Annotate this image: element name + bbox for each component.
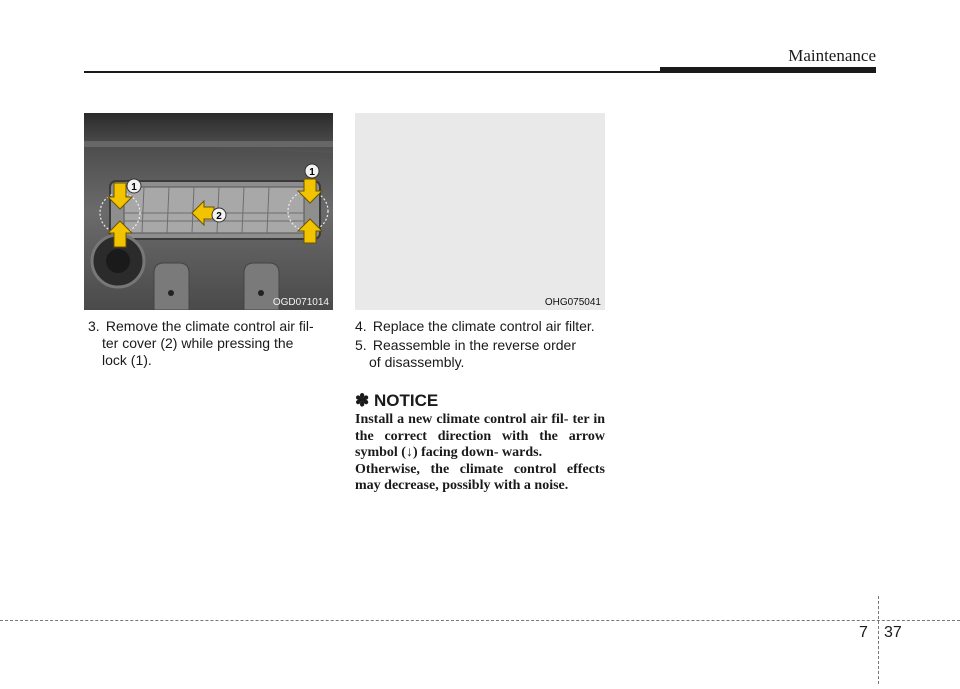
svg-text:1: 1 (131, 182, 137, 193)
notice-paragraph: Otherwise, the climate control effects may decrease, possibly with a noise. (355, 461, 605, 494)
svg-text:2: 2 (216, 211, 222, 222)
section-title: Maintenance (788, 46, 876, 65)
header-rule (84, 71, 660, 73)
page-number: 37 (884, 624, 902, 641)
step-3: 3. Remove the climate control air fil- ter cover (2) while pressing the lock (1). (88, 318, 314, 368)
callout-lock-left (127, 179, 141, 193)
notice-title: ✽ NOTICE (355, 391, 439, 410)
filter-cover-photo (84, 113, 333, 310)
step-4: 4. Replace the climate control air filter. (355, 318, 595, 334)
figure-filter-cover-removal (84, 113, 333, 310)
footer-rule (0, 620, 960, 621)
chapter-number: 7 (859, 624, 868, 641)
footer-divider (878, 596, 879, 684)
callout-cover (212, 208, 226, 222)
figure-filter-replacement (355, 113, 605, 310)
callout-lock-right (305, 164, 319, 178)
step-5: 5. Reassemble in the reverse order of disassembly. (355, 337, 576, 370)
notice-paragraph: Install a new climate control air fil- ter in the correct direction with the arrow symbol (↓) facing down- wards. (355, 412, 605, 461)
svg-text:1: 1 (309, 167, 315, 178)
figure-code: OHG075041 (544, 297, 601, 308)
notice-body (355, 412, 605, 495)
header-rule-accent (660, 67, 876, 73)
figure-code: OGD071014 (272, 297, 329, 308)
